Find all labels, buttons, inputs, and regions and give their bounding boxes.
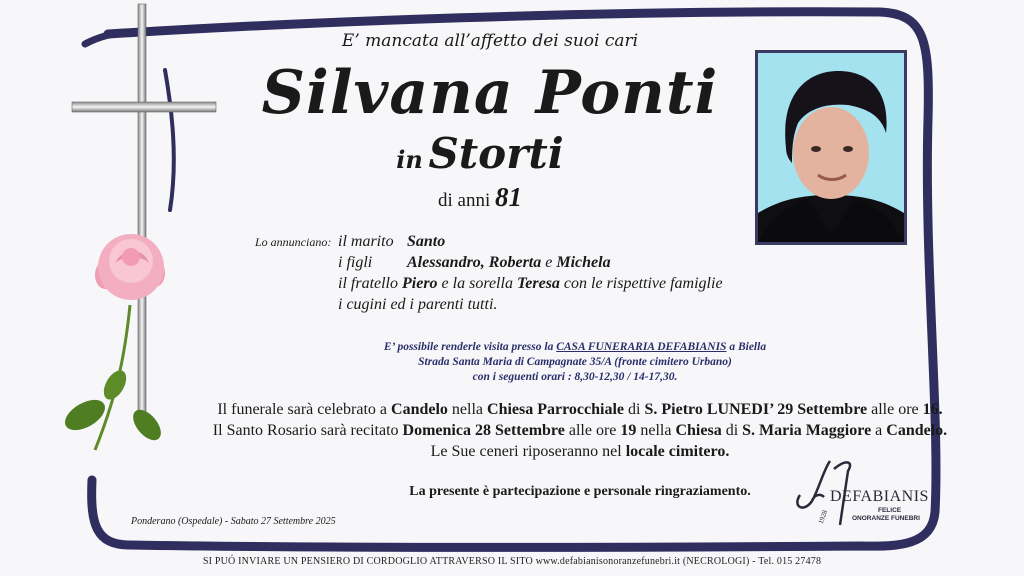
visit-hours: con i seguenti orari : 8,30-12,30 / 14-17,30. <box>472 371 678 383</box>
text: alle ore <box>871 401 919 418</box>
text: S. Maria Maggiore <box>742 422 872 439</box>
text: Candelo. <box>886 422 948 439</box>
announcer-row <box>338 273 723 294</box>
announcer-row <box>338 294 723 315</box>
relative-name: Alessandro, Roberta <box>407 254 542 271</box>
person-portrait-icon <box>758 53 904 242</box>
logo-year: 1928 <box>816 509 830 525</box>
relation: il marito <box>338 233 394 250</box>
portrait-photo <box>755 50 907 245</box>
announcer-row <box>338 252 723 273</box>
text: Domenica 28 Settembre <box>402 422 565 439</box>
text: Le Sue ceneri riposeranno nel <box>430 443 622 460</box>
relation: il fratello <box>338 275 398 292</box>
connector: con le rispettive famiglie <box>563 275 723 292</box>
thanks-text: La presente è partecipazione e personale ringraziamento. <box>409 484 751 499</box>
text: nella <box>640 422 672 439</box>
text: Chiesa Parrocchiale <box>487 401 625 418</box>
text: Chiesa <box>675 422 722 439</box>
funeral-info <box>200 399 960 462</box>
funeral-home-link[interactable]: CASA FUNERARIA DEFABIANIS <box>556 341 727 353</box>
footer-text: SI PUÓ INVIARE UN PENSIERO DI CORDOGLIO ATTRAVERSO IL SITO www.defabianisonoranzefunebri.it (NECROLOGI) - Tel. 015 27478 <box>202 556 822 567</box>
text: 19 <box>620 422 637 439</box>
defabianis-logo <box>790 455 929 530</box>
funeral-line-1 <box>200 399 960 420</box>
deceased-name: Silvana Ponti <box>261 58 719 128</box>
logo-brand: DEFABIANIS <box>830 488 929 505</box>
text: di <box>628 401 641 418</box>
announcers-label: Lo annunciano: <box>255 235 332 249</box>
text: alle ore <box>568 422 617 439</box>
logo-sub2: ONORANZE FUNEBRI <box>852 515 920 522</box>
visit-info <box>300 340 850 385</box>
age-prefix: di anni <box>438 190 491 211</box>
visit-address: Strada Santa Maria di Campagnate 35/A (fronte cimitero Urbano) <box>418 356 732 368</box>
age-value: 81 <box>495 182 522 212</box>
text: di <box>725 422 739 439</box>
text: Il funerale sarà celebrato a <box>217 401 388 418</box>
text: Candelo <box>391 401 448 418</box>
rose-icon <box>55 225 195 465</box>
visit-line1-post: a Biella <box>729 341 767 353</box>
connector: e <box>545 254 553 271</box>
text: locale cimitero. <box>625 443 730 460</box>
relation: i cugini ed i parenti tutti. <box>338 296 498 313</box>
text: nella <box>451 401 484 418</box>
relative-name: Piero <box>402 275 438 292</box>
announcers-list <box>338 231 723 315</box>
age <box>380 182 580 213</box>
text: Il Santo Rosario sarà recitato <box>212 422 399 439</box>
visit-line1-pre: E’ possibile renderle visita presso la <box>383 341 554 353</box>
place-date: Ponderano (Ospedale) - Sabato 27 Settembre 2025 <box>131 516 336 527</box>
relation: i figli <box>338 254 373 271</box>
relative-name: Santo <box>407 233 446 250</box>
married-prefix: in <box>396 145 423 174</box>
logo-sub1: FELICE <box>878 507 902 514</box>
funeral-line-2 <box>200 420 960 441</box>
married-surname: Storti <box>428 129 564 178</box>
text: 16. <box>922 401 943 418</box>
relative-name: Teresa <box>516 275 560 292</box>
married-name <box>330 129 630 185</box>
text: a <box>875 422 883 439</box>
intro-text: E’ mancata all’affetto dei suoi cari <box>341 31 639 51</box>
connector: e la sorella <box>441 275 513 292</box>
relative-name: Michela <box>556 254 611 271</box>
announcer-row <box>338 231 723 252</box>
text: S. Pietro LUNEDI’ 29 Settembre <box>644 401 868 418</box>
